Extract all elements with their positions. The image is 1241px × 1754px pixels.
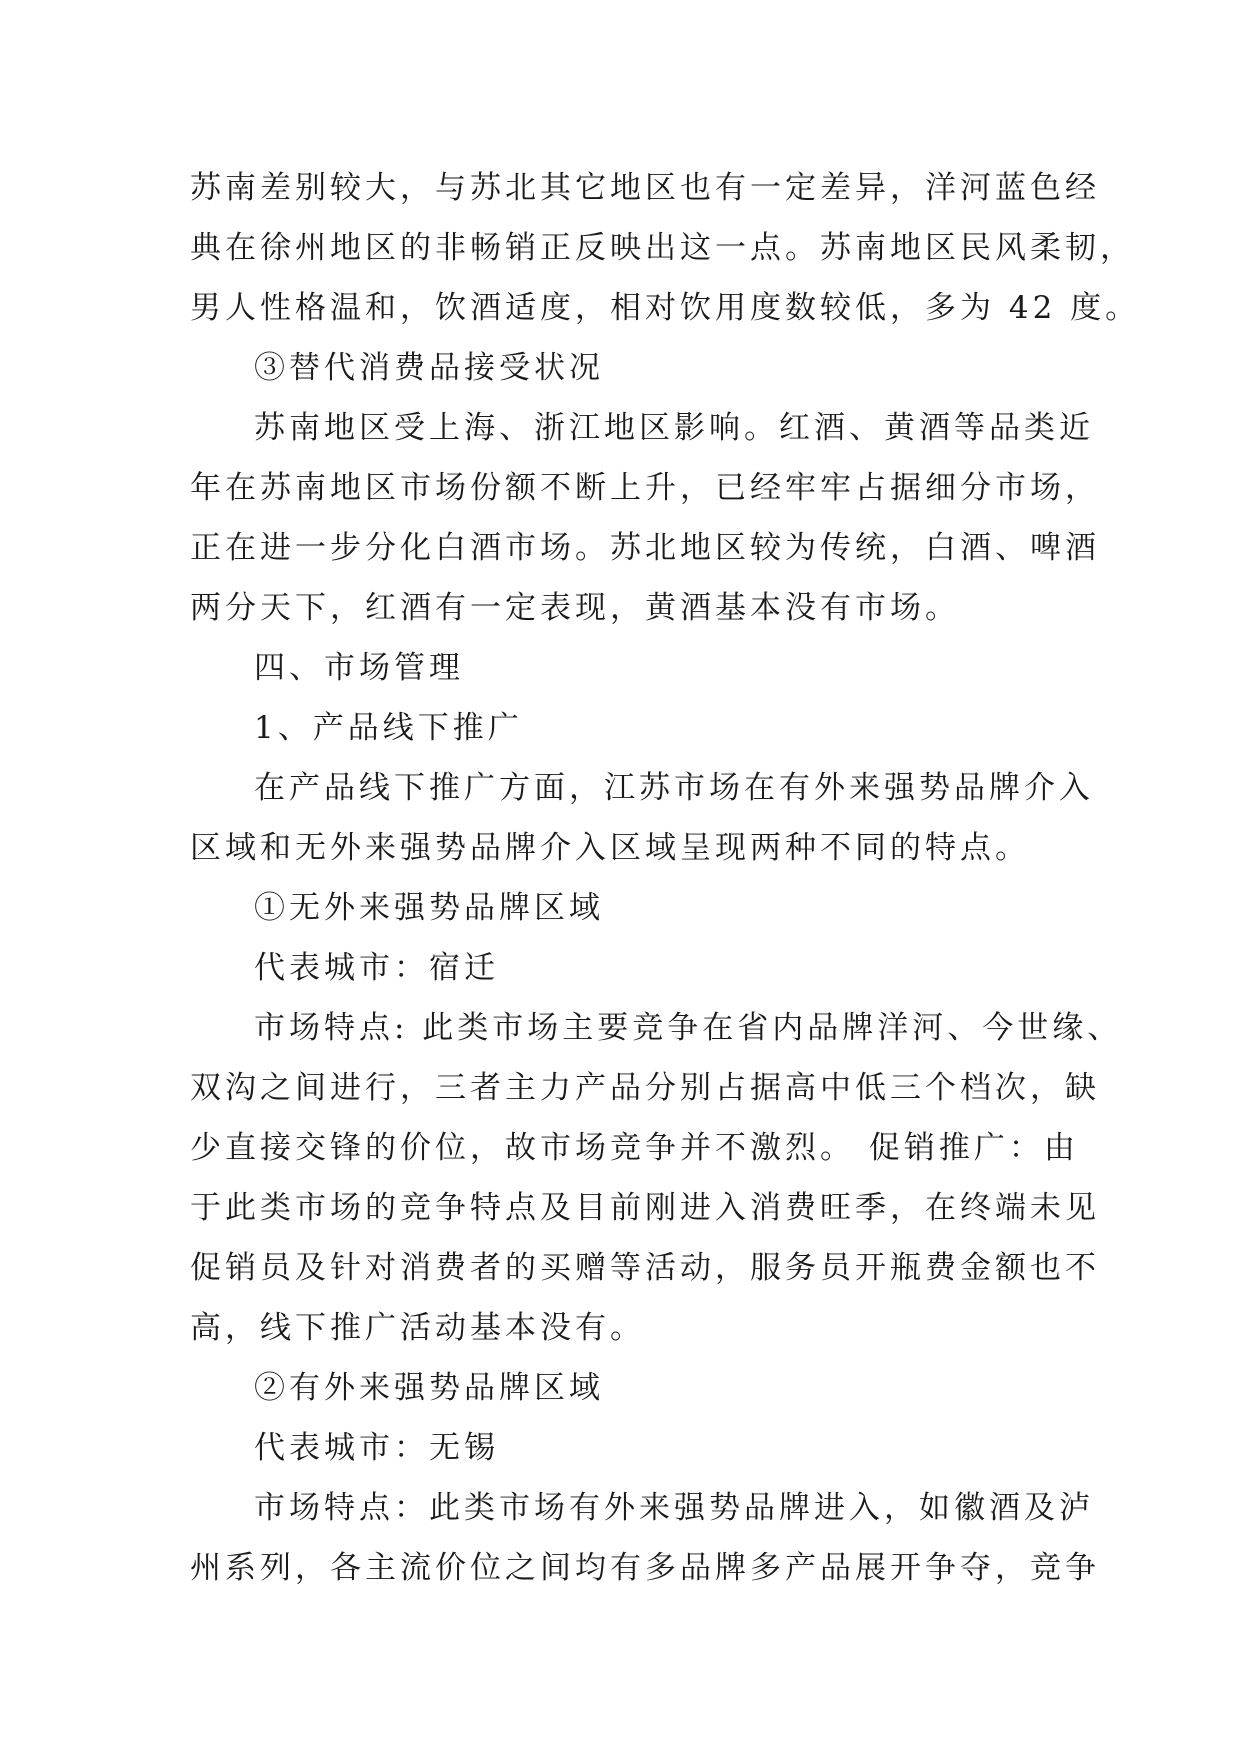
text-line: 高，线下推广活动基本没有。 (190, 1310, 645, 1346)
text-line: 年在苏南地区市场份额不断上升，已经牢牢占据细分市场， (190, 470, 1100, 506)
subsection-heading: ①无外来强势品牌区域 (254, 890, 604, 926)
text-line: 区域和无外来强势品牌介入区域呈现两种不同的特点。 (190, 830, 1030, 866)
text-line: 男人性格温和，饮酒适度，相对饮用度数较低，多为 42 度。 (190, 290, 1141, 326)
paragraph-start: 苏南地区受上海、浙江地区影响。红酒、黄酒等品类近 (254, 410, 1094, 446)
text-line: 于此类市场的竞争特点及目前刚进入消费旺季，在终端未见 (190, 1190, 1100, 1226)
subsection-heading: 1、产品线下推广 (254, 710, 523, 746)
text-line: 州系列，各主流价位之间均有多品牌多产品展开争夺，竞争 (190, 1550, 1100, 1586)
representative-city: 代表城市：宿迁 (254, 950, 499, 986)
text-line: 正在进一步分化白酒市场。苏北地区较为传统，白酒、啤酒 (190, 530, 1100, 566)
paragraph-start: 市场特点: 此类市场主要竞争在省内品牌洋河、今世缘、 (254, 1010, 1123, 1046)
text-line: 促销员及针对消费者的买赠等活动，服务员开瓶费金额也不 (190, 1250, 1100, 1286)
subsection-heading: ②有外来强势品牌区域 (254, 1370, 604, 1406)
document-body (190, 158, 1141, 1598)
text-line: 少直接交锋的价位，故市场竞争并不激烈。 促销推广：由 (190, 1130, 1079, 1166)
text-line: 典在徐州地区的非畅销正反映出这一点。苏南地区民风柔韧， (190, 230, 1135, 266)
representative-city: 代表城市：无锡 (254, 1430, 499, 1466)
text-line: 苏南差别较大，与苏北其它地区也有一定差异，洋河蓝色经 (190, 170, 1100, 206)
text-line: 两分天下，红酒有一定表现，黄酒基本没有市场。 (190, 590, 960, 626)
section-heading: 四、市场管理 (254, 650, 464, 686)
paragraph-start: 市场特点：此类市场有外来强势品牌进入，如徽酒及泸 (254, 1490, 1094, 1526)
subsection-heading: ③替代消费品接受状况 (254, 350, 604, 386)
paragraph-start: 在产品线下推广方面，江苏市场在有外来强势品牌介入 (254, 770, 1094, 806)
text-line: 双沟之间进行，三者主力产品分别占据高中低三个档次，缺 (190, 1070, 1100, 1106)
